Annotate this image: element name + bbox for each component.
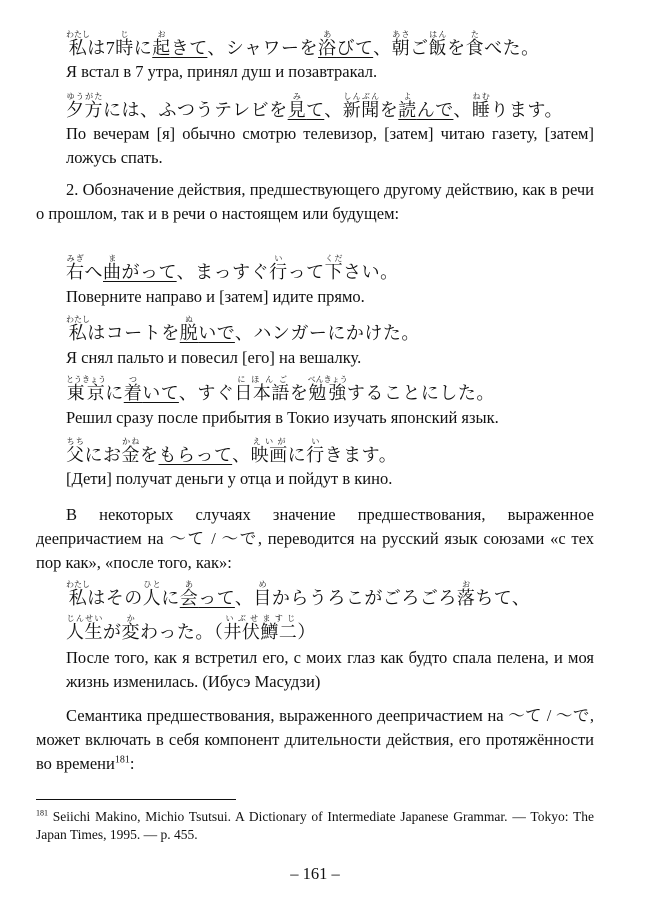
underlined-verb: 着ついて: [123, 375, 179, 403]
japanese-example-7-line-1: 私わたしはその人ひとに会あって、目めからうろこがごろごろ落おちて、: [66, 580, 531, 608]
footnote-divider: [36, 799, 236, 800]
page-number: – 161 –: [290, 864, 340, 883]
underlined-verb: 脱ぬいで: [179, 315, 235, 343]
paragraph-precedence: В некоторых случаях значение предшествования, выраженное деепричастием на 〜て / 〜で, переводится на русский язык союзами «с тех пор как», «после того, как»:: [36, 505, 594, 572]
paragraph-semantics: [36, 704, 594, 776]
japanese-example-7-line-2: 人生じんせいが変かわった。（井伏鱒二いぶせますじ）: [66, 614, 316, 642]
book-page: [36, 0, 594, 913]
underlined-verb: 起おきて: [152, 30, 208, 58]
japanese-example-4: 私わたしはコートを脱ぬいで、ハンガーにかけた。: [66, 315, 420, 343]
russian-translation-4: Я снял пальто и повесил [его] на вешалку.: [66, 348, 362, 367]
underlined-verb: 会あって: [179, 580, 235, 608]
japanese-example-5: 東京とうきょうに着ついて、すぐ日本語にほんごを勉強べんきょうすることにした。: [66, 375, 495, 403]
underlined-verb: 曲まがって: [103, 254, 177, 282]
section-2-heading: 2. Обозначение действия, предшествующего другому действию, как в речи о прошлом, так и в речи о настоящем или будущем:: [36, 180, 594, 223]
russian-translation-6: [Дети] получат деньги у отца и пойдут в кино.: [66, 469, 393, 488]
russian-translation-2: По вечерам [я] обычно смотрю телевизор, [затем] читаю газету, [затем] ложусь спать.: [66, 124, 594, 167]
paragraph-semantics-text: Семантика предшествования, выраженного деепричастием на 〜て / 〜で, может включать в себя компонент длительности действия, его протяжённости во времени: [36, 706, 594, 773]
underlined-verb: 見みて: [287, 92, 325, 120]
japanese-example-3: 右みぎへ曲まがって、まっすぐ行いって下ください。: [66, 254, 399, 282]
russian-translation-1: Я встал в 7 утра, принял душ и позавтракал.: [66, 62, 378, 81]
japanese-example-1: 私わたしは7時じに起おきて、シャワーを浴あびて、朝あさご飯はんを食たべた。: [66, 30, 540, 58]
footnote-reference[interactable]: 181: [114, 754, 130, 766]
underlined-verb: 浴あびて: [318, 30, 374, 58]
russian-translation-3: Поверните направо и [затем] идите прямо.: [66, 287, 365, 306]
paragraph-end-punct: :: [129, 754, 135, 773]
japanese-example-2: 夕方ゆうがたには、ふつうテレビを見みて、新聞しんぶんを読よんで、睡ねむります。: [66, 92, 563, 120]
footnote: [36, 808, 594, 844]
japanese-example-6: 父ちちにお金かねをもらって、映画えいがに行いきます。: [66, 437, 398, 465]
russian-translation-5: Решил сразу после прибытия в Токио изучать японский язык.: [66, 408, 499, 427]
underlined-verb: もらって: [158, 445, 233, 465]
underlined-verb: 読よんで: [398, 92, 454, 120]
russian-translation-7: После того, как я встретил его, с моих глаз как будто спала пелена, и моя жизнь изменилась. (Ибусэ Масудзи): [66, 648, 594, 691]
footnote-number: 181: [36, 808, 48, 818]
footnote-text: Seiichi Makino, Michio Tsutsui. A Dictionary of Intermediate Japanese Grammar. — Tokyo: The Japan Times, 1995. — p. 455.: [36, 809, 594, 842]
